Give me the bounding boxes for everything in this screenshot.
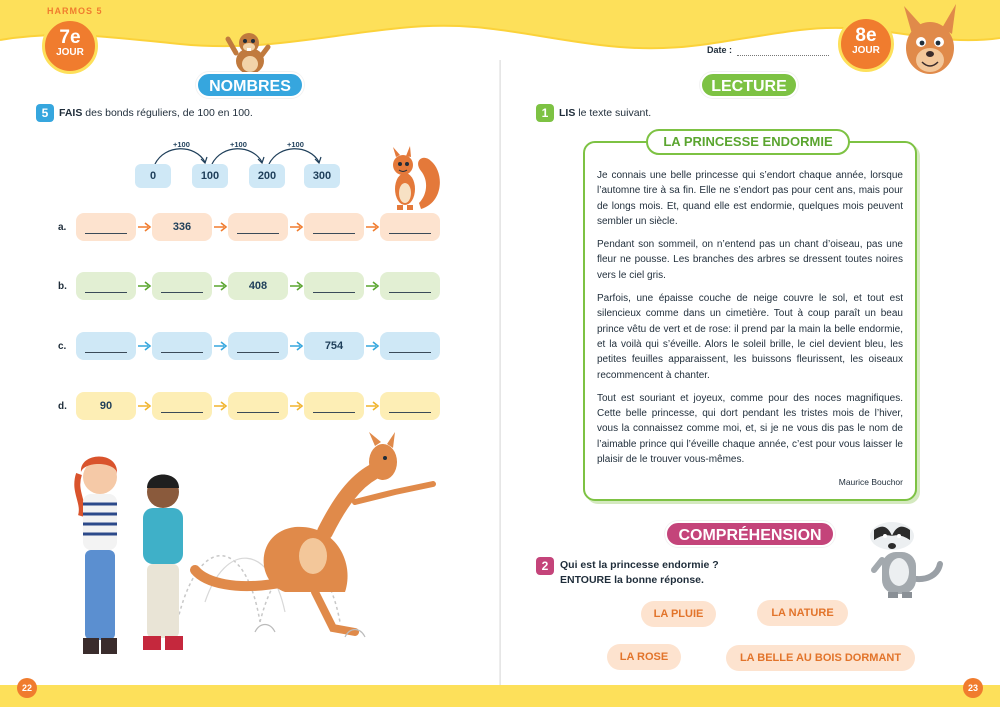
sequence-cell-blank[interactable]: [228, 332, 288, 360]
sequence-cell-given: 90: [76, 392, 136, 420]
hop-label-3: +100: [287, 140, 304, 149]
beaver-illustration: [222, 25, 274, 77]
row-label-c: c.: [58, 341, 67, 352]
bottom-band: [0, 685, 1000, 707]
sequence-cell-blank[interactable]: [76, 213, 136, 241]
arrow-icon: [138, 401, 152, 411]
day-number: 7e: [59, 27, 81, 48]
story-title: LA PRINCESSE ENDORMIE: [646, 129, 850, 155]
example-value: 0: [135, 164, 171, 188]
page-spine: [499, 60, 501, 685]
sequence-cell-blank[interactable]: [380, 332, 440, 360]
squirrel-illustration: [383, 143, 443, 215]
day-badge-7: [42, 18, 98, 74]
arrow-icon: [366, 341, 380, 351]
instruction-verb: ENTOURE: [560, 574, 612, 586]
section-title-lecture: LECTURE: [700, 72, 798, 98]
day-number: 8e: [855, 25, 877, 46]
example-value: 100: [192, 164, 228, 188]
sequence-cell-blank[interactable]: [152, 272, 212, 300]
story-author: Maurice Bouchor: [838, 477, 903, 487]
sequence-row-c: [76, 332, 440, 362]
section-title-comprehension: COMPRÉHENSION: [665, 521, 835, 547]
answer-option[interactable]: LA ROSE: [607, 644, 681, 670]
instruction-text: la bonne réponse.: [611, 574, 704, 586]
story-paragraph: Tout est souriant et joyeux, comme pour des noces magnifiques. Cette belle princesse, qui dort pendant les tristes mois de l’hiver, vous la connaissez comme moi, et, si je ne vous dis pas le nom de l’aimable prince qui l’éveille chaque année, c’est pour vous laisser le plaisir de le trouver vous-mêmes.: [597, 392, 903, 466]
sequence-cell-given: 408: [228, 272, 288, 300]
row-label-d: d.: [58, 401, 67, 412]
sequence-cell-blank[interactable]: [152, 392, 212, 420]
sequence-cell-blank[interactable]: [304, 392, 364, 420]
sequence-cell-blank[interactable]: [380, 272, 440, 300]
sequence-row-d: [76, 392, 440, 422]
answer-option[interactable]: LA PLUIE: [641, 601, 716, 627]
sequence-cell-blank[interactable]: [380, 213, 440, 241]
example-value: 200: [249, 164, 285, 188]
row-label-b: b.: [58, 281, 67, 292]
arrow-icon: [366, 401, 380, 411]
story-paragraph: Pendant son sommeil, on n’entend pas un chant d’oiseau, pas une fleur ne pousse. Les branches des arbres se dressent toutes noires vers le ciel gris.: [597, 239, 903, 281]
arrow-icon: [138, 281, 152, 291]
sequence-cell-blank[interactable]: [380, 392, 440, 420]
sequence-row-b: [76, 272, 440, 302]
example-value: 300: [304, 164, 340, 188]
hop-label-1: +100: [173, 140, 190, 149]
instruction-verb: LIS: [559, 107, 576, 119]
day-label: JOUR: [56, 47, 84, 58]
instruction-text: le texte suivant.: [575, 107, 652, 119]
arrow-icon: [138, 222, 152, 232]
sequence-cell-blank[interactable]: [304, 272, 364, 300]
date-label: Date :: [707, 45, 733, 55]
answer-option[interactable]: LA NATURE: [757, 600, 848, 626]
story-body: [597, 168, 903, 475]
arrow-icon: [138, 341, 152, 351]
sequence-cell-given: 754: [304, 332, 364, 360]
sequence-row-a: [76, 213, 440, 243]
arrow-icon: [290, 341, 304, 351]
page-number-left: 22: [17, 678, 37, 698]
arrow-icon: [366, 222, 380, 232]
children-kangaroo-illustration: [55, 432, 455, 682]
day-badge-8: [838, 16, 894, 72]
badger-illustration: [852, 516, 944, 600]
arrow-icon: [290, 281, 304, 291]
sequence-cell-given: 336: [152, 213, 212, 241]
exercise-number-1: 1: [536, 104, 554, 122]
exercise-1-instruction: [559, 107, 651, 119]
arrow-icon: [366, 281, 380, 291]
instruction-verb: FAIS: [59, 107, 83, 119]
arrow-icon: [290, 222, 304, 232]
story-paragraph: Je connais une belle princesse qui s’endort chaque année, lorsque l’automne tire à sa fin. Elle ne s’endort pas pour cent ans, mais pour de longs mois. Et, quand elle est endormie, quelques mois peuvent sembler un siècle.: [597, 170, 903, 227]
row-label-a: a.: [58, 222, 67, 233]
section-title-nombres: NOMBRES: [196, 72, 304, 98]
sequence-cell-blank[interactable]: [304, 213, 364, 241]
arrow-icon: [290, 401, 304, 411]
arrow-icon: [214, 222, 228, 232]
exercise-number-5: 5: [36, 104, 54, 122]
hop-label-2: +100: [230, 140, 247, 149]
exercise-2-instruction: [560, 574, 704, 586]
sequence-cell-blank[interactable]: [76, 272, 136, 300]
sequence-cell-blank[interactable]: [228, 392, 288, 420]
arrow-icon: [214, 341, 228, 351]
sequence-cell-blank[interactable]: [152, 332, 212, 360]
day-label: JOUR: [852, 45, 880, 56]
page-number-right: 23: [963, 678, 983, 698]
arrow-icon: [214, 401, 228, 411]
answer-option[interactable]: LA BELLE AU BOIS DORMANT: [726, 645, 915, 671]
date-input-line[interactable]: [737, 55, 829, 56]
exercise-2-question: Qui est la princesse endormie ?: [560, 559, 719, 571]
sequence-cell-blank[interactable]: [228, 213, 288, 241]
sequence-cell-blank[interactable]: [76, 332, 136, 360]
kangaroo-head-illustration: [898, 4, 962, 84]
arrow-icon: [214, 281, 228, 291]
exercise-number-2: 2: [536, 557, 554, 575]
instruction-text: des bonds réguliers, de 100 en 100.: [82, 107, 253, 119]
story-paragraph: Parfois, une épaisse couche de neige couvre le sol, et tout est silencieux comme dans un cimetière. Tout à coup paraît un beau prince vêtu de vert et de rose: il prend par la main la belle endormie, et la voilà qui s’éveille. Alors le soleil brille, le ciel devient bleu, les petites feuilles apparaissent, les buissons fleurissent, les oiseaux recommencent à chanter.: [597, 293, 903, 381]
exercise-5-instruction: [59, 107, 253, 119]
harmos-label: HARMOS 5: [47, 6, 103, 16]
